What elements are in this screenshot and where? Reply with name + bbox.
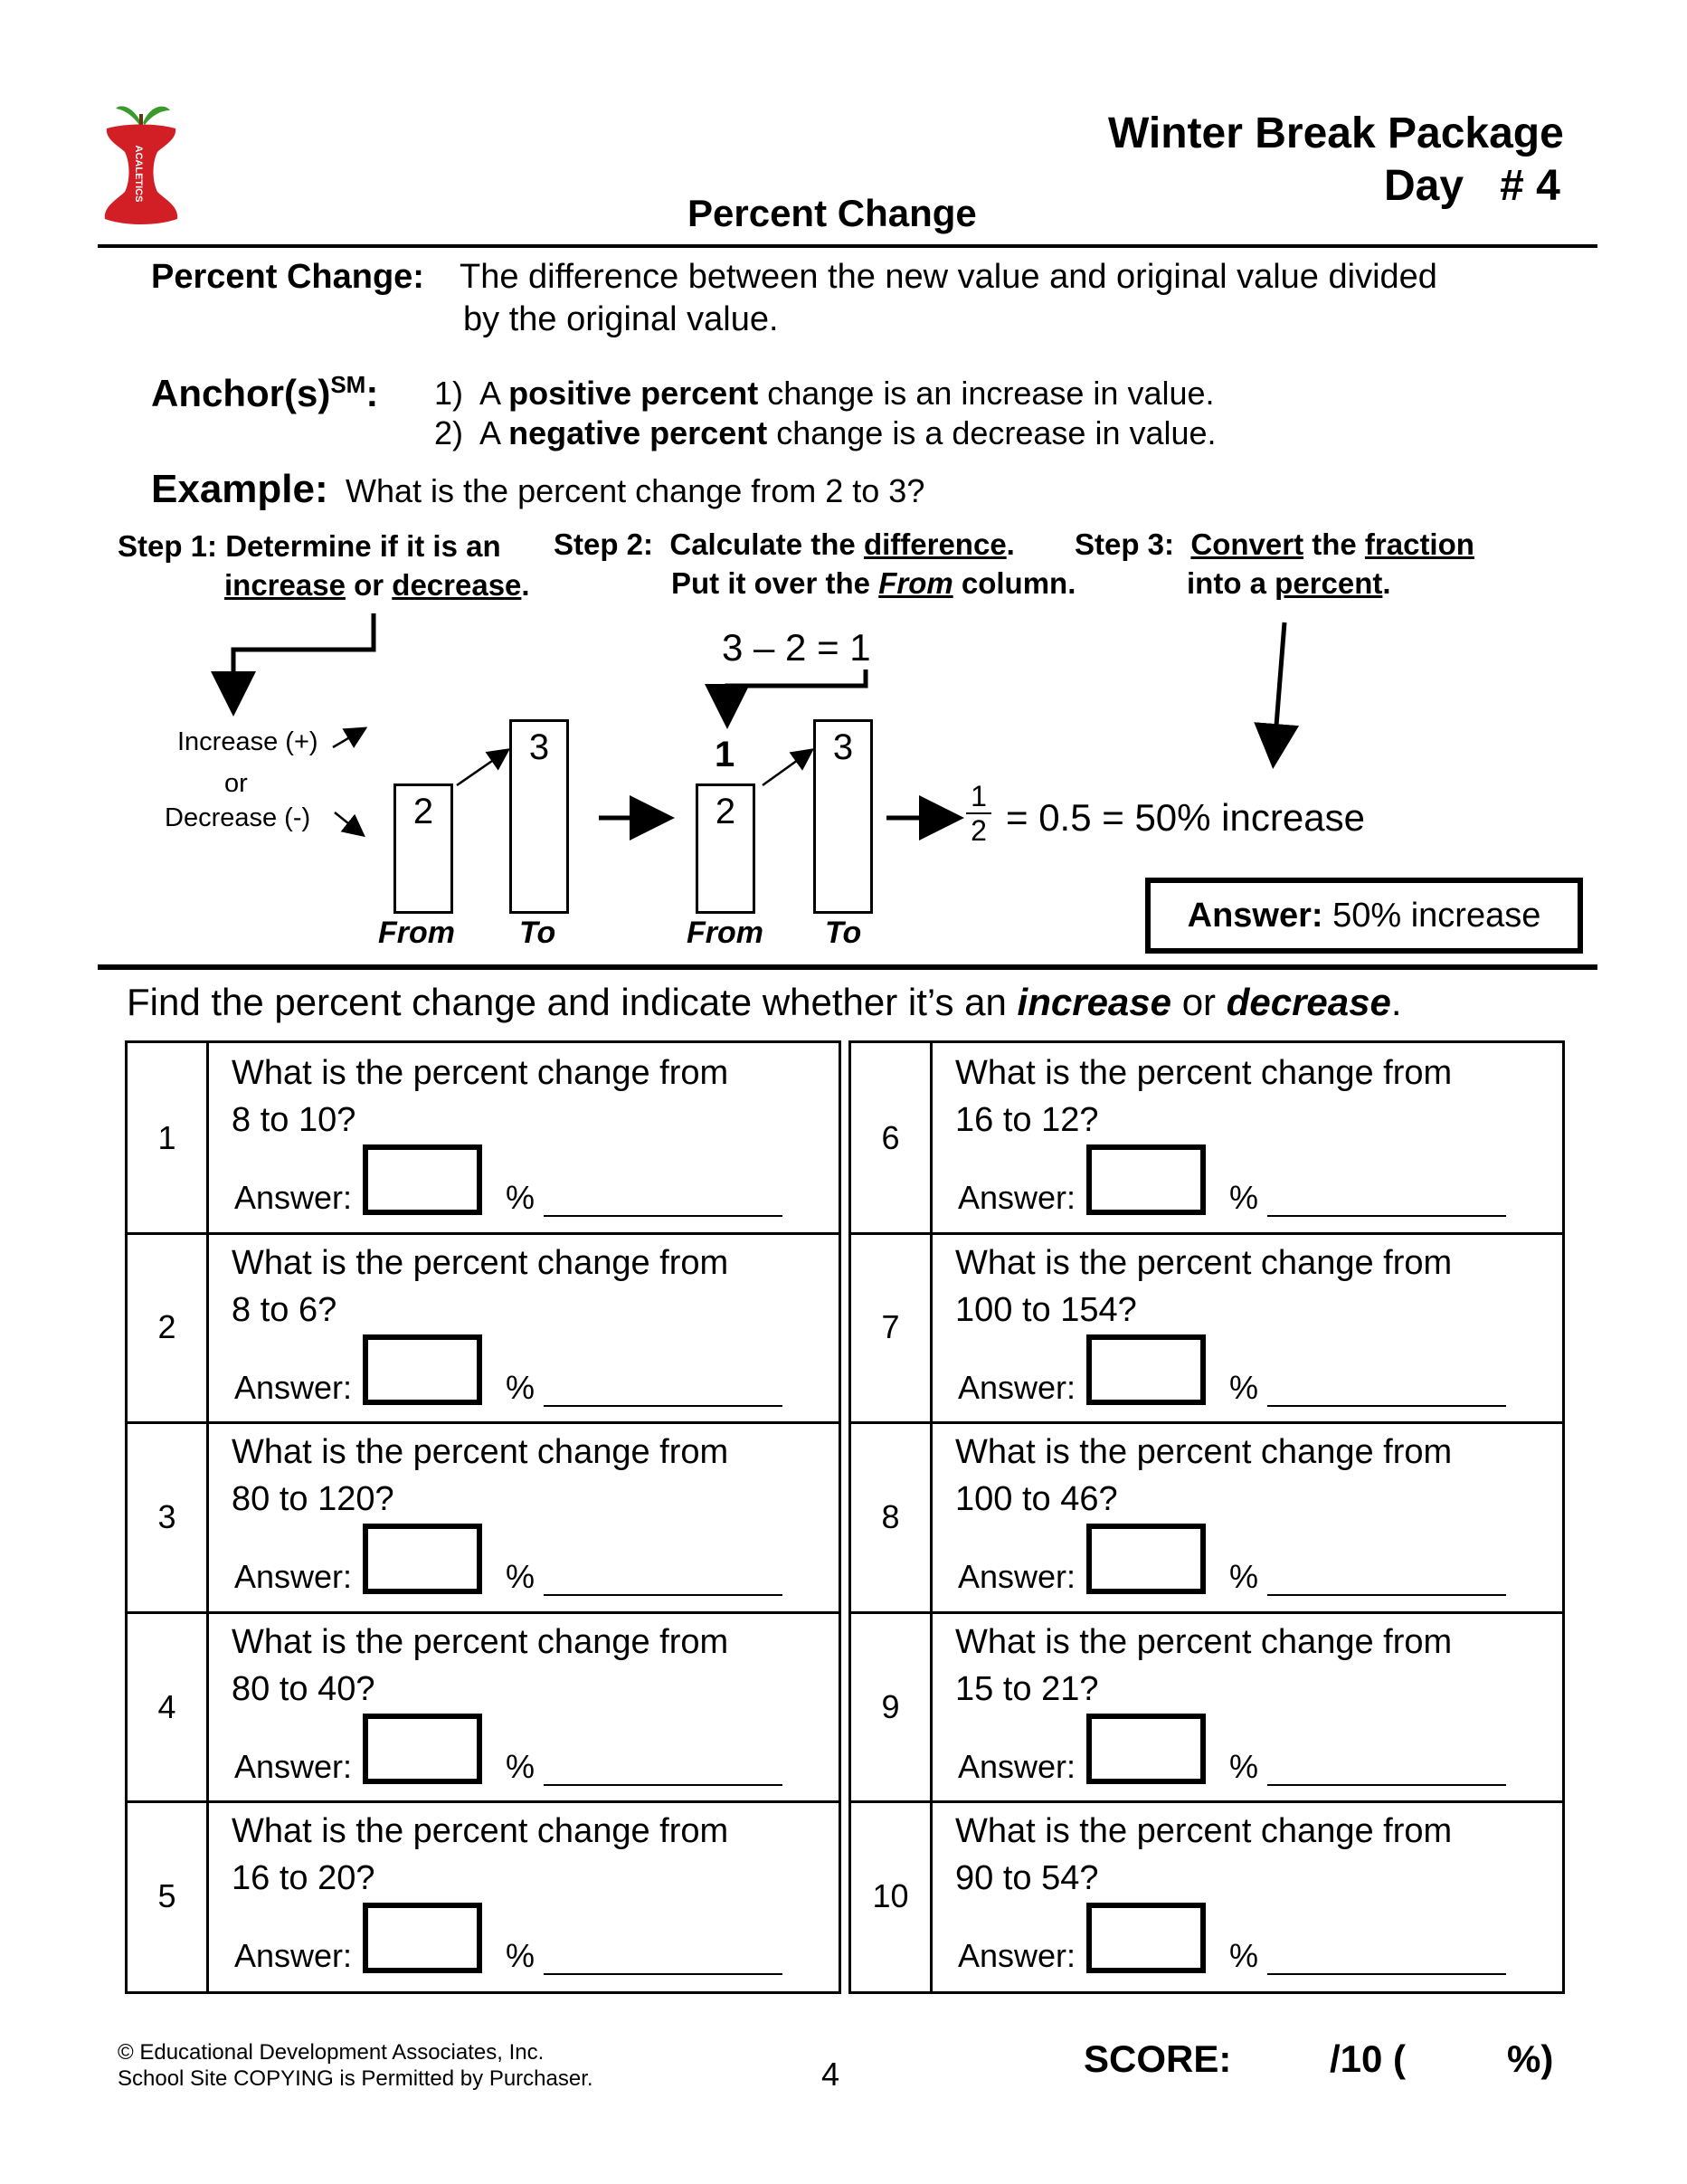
answer-input-box[interactable] [363,1334,482,1405]
increase-decrease-blank[interactable] [1267,1403,1506,1407]
to-label: To [519,916,556,950]
problem-number: 7 [851,1233,933,1423]
from-value: 2 [412,792,434,831]
increase-decrease-blank[interactable] [544,1971,782,1975]
percent-sign: % [1229,1937,1259,1975]
increase-decrease-blank[interactable] [1267,1213,1506,1217]
problem-number: 2 [128,1233,209,1423]
answer-input-box[interactable] [363,1144,482,1215]
answer-label: Answer: [958,1937,1076,1975]
or-label: or [224,769,248,798]
problem-cell [851,1612,1562,1802]
problem-question-line1: What is the percent change from [955,1243,1453,1282]
decrease-label: Decrease (-) [165,803,311,832]
increase-decrease-blank[interactable] [544,1592,782,1596]
problem-cell [851,1422,1562,1612]
answer-input-box[interactable] [1086,1524,1206,1594]
from-box [696,783,755,914]
definition-line2: by the original value. [463,300,779,338]
svg-text:ACALETICS: ACALETICS [133,145,144,203]
problems-left-column [125,1040,841,1994]
score-percent: %) [1507,2037,1554,2080]
anchors-label: Anchor(s)℠: [151,371,379,414]
answer-input-box[interactable] [363,1524,482,1594]
answer-label: Answer: [234,1368,353,1406]
copyright: © Educational Development Associates, Inc. School Site COPYING is Permitted by Purchaser. [118,2040,593,2091]
answer-label: Answer: [958,1368,1076,1406]
answer-input-box[interactable] [1086,1334,1206,1405]
problem-number: 8 [851,1422,933,1612]
answer-label: Answer: [958,1747,1076,1785]
problem-question-line2: 100 to 46? [955,1480,1118,1519]
problem-question-line1: What is the percent change from [955,1622,1453,1661]
from-box [393,783,453,914]
problem-question-line2: 16 to 12? [955,1101,1099,1139]
problem-cell [851,1043,1562,1233]
increase-decrease-blank[interactable] [1267,1592,1506,1596]
problem-cell [128,1233,839,1423]
answer-input-box[interactable] [1086,1144,1206,1215]
result-text: = 0.5 = 50% increase [1006,796,1365,839]
day-number: # 4 [1500,162,1560,210]
percent-sign: % [506,1747,535,1785]
page-number: 4 [821,2056,840,2093]
problem-question-line2: 16 to 20? [232,1859,375,1898]
answer-input-box[interactable] [363,1903,482,1973]
step3: Step 3: Convert the fraction into a percent. [1075,527,1474,600]
problem-question-line2: 80 to 120? [232,1480,394,1519]
to-box [813,719,873,914]
to-box [509,719,569,914]
to-label: To [825,916,862,950]
anchor-item-1: 1) A positive percent change is an increase in value. [434,375,1215,412]
problem-cell [128,1612,839,1802]
definition-line1: The difference between the new value and original value divided [460,258,1437,296]
percent-sign: % [1229,1179,1259,1216]
problem-number: 6 [851,1043,933,1233]
answer-label: Answer: [958,1558,1076,1596]
problem-question-line1: What is the percent change from [955,1433,1453,1472]
problem-question-line2: 80 to 40? [232,1669,375,1708]
percent-sign: % [1229,1558,1259,1596]
answer-label: Answer: [234,1937,353,1975]
problem-cell [128,1043,839,1233]
problem-question-line1: What is the percent change from [232,1054,729,1092]
problem-cell [128,1422,839,1612]
problem-cell [128,1801,839,1991]
problem-question-line2: 8 to 6? [232,1290,337,1329]
increase-decrease-blank[interactable] [544,1782,782,1786]
percent-sign: % [506,1937,535,1975]
problem-number: 9 [851,1612,933,1802]
from-label: From [378,916,455,950]
problem-number: 4 [128,1612,209,1802]
problem-question-line1: What is the percent change from [232,1622,729,1661]
problem-question-line1: What is the percent change from [232,1812,729,1851]
from-value: 2 [715,792,736,831]
answer-input-box[interactable] [1086,1714,1206,1784]
problem-cell [851,1233,1562,1423]
step2: Step 2: Calculate the difference. Put it over the From column. [554,527,1076,600]
problem-question-line2: 100 to 154? [955,1290,1137,1329]
increase-decrease-blank[interactable] [1267,1782,1506,1786]
subtraction: 3 – 2 = 1 [722,626,871,669]
increase-decrease-blank[interactable] [544,1213,782,1217]
example-label: Example: [151,467,328,511]
problem-number: 3 [128,1422,209,1612]
page-title: Percent Change [687,192,977,234]
answer-label: Answer: [234,1747,353,1785]
problem-question-line1: What is the percent change from [955,1054,1453,1092]
difference-note: 1 [715,735,735,774]
problems-right-column [848,1040,1565,1994]
example-question: What is the percent change from 2 to 3? [346,472,925,509]
package-title: Winter Break Package [1108,109,1564,157]
instructions: Find the percent change and indicate whether it’s an increase or decrease. [127,981,1402,1023]
percent-sign: % [506,1558,535,1596]
problem-question-line2: 8 to 10? [232,1101,356,1139]
section-rule [98,964,1597,970]
answer-label: Answer: [958,1179,1076,1216]
step1: Step 1: Determine if it is an increase or decrease. [118,529,530,602]
problem-number: 1 [128,1043,209,1233]
increase-label: Increase (+) [177,727,318,756]
problem-number: 5 [128,1801,209,1991]
problem-number: 10 [851,1801,933,1991]
to-value: 3 [528,727,550,767]
increase-decrease-blank[interactable] [544,1403,782,1407]
increase-decrease-blank[interactable] [1267,1971,1506,1975]
problem-question-line1: What is the percent change from [955,1812,1453,1851]
answer-input-box[interactable] [1086,1903,1206,1973]
day-label: Day # 4 [1384,162,1560,210]
from-label: From [687,916,763,950]
score-label: SCORE: [1084,2037,1232,2080]
problem-cell [851,1801,1562,1991]
example-answer-box: Answer: 50% increase [1145,878,1583,954]
answer-label: Answer: [234,1558,353,1596]
fraction: 1 2 [966,780,991,847]
percent-sign: % [506,1179,535,1216]
percent-sign: % [1229,1368,1259,1406]
problem-question-line2: 15 to 21? [955,1669,1099,1708]
problem-question-line1: What is the percent change from [232,1243,729,1282]
problem-question-line1: What is the percent change from [232,1433,729,1472]
definition-term: Percent Change: [151,258,424,296]
percent-sign: % [1229,1747,1259,1785]
answer-label: Answer: [234,1179,353,1216]
to-value: 3 [832,727,854,767]
score-total: /10 ( [1330,2037,1407,2080]
anchor-item-2: 2) A negative percent change is a decrease in value. [434,414,1217,451]
problem-question-line2: 90 to 54? [955,1859,1099,1898]
percent-sign: % [506,1368,535,1406]
answer-input-box[interactable] [363,1714,482,1784]
